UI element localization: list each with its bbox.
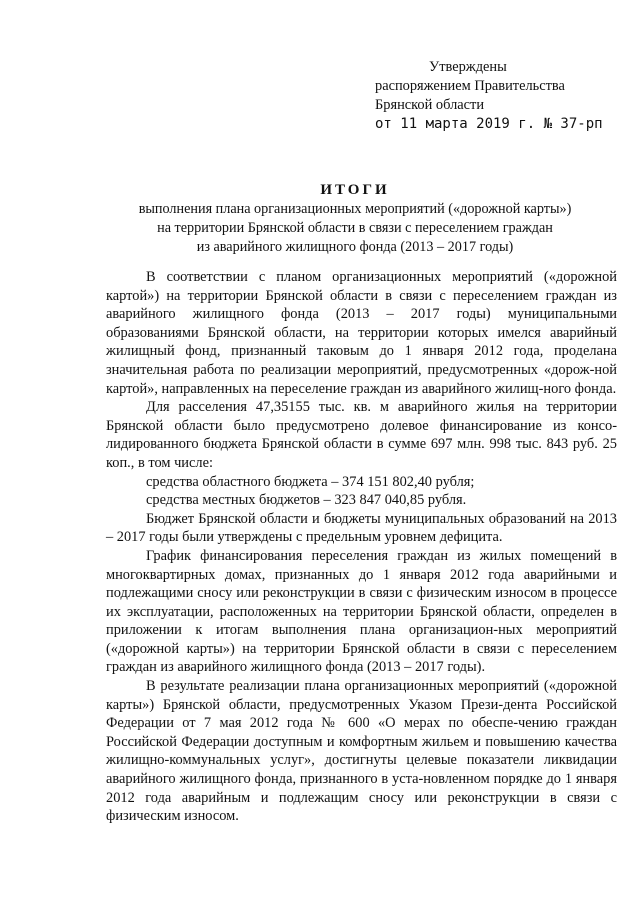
document-subtitle-line-2: на территории Брянской области в связи с переселением граждан — [157, 220, 553, 236]
document-title: ИТОГИ — [320, 182, 390, 198]
document-subtitle-line-3: из аварийного жилищного фонда (2013 – 2017 годы) — [196, 239, 514, 255]
list-item-regional-budget: средства областного бюджета – 374 151 802,40 рубля; — [146, 473, 475, 490]
document-body — [106, 268, 617, 826]
document-subtitle-line-1: выполнения плана организационных мероприятий («дорожной карты») — [138, 201, 572, 217]
paragraph-financing: Для расселения 47,35155 тыс. кв. м аварийного жилья на территории Брянской области было предусмотрено долевое финансирование из консо-лидированного бюджета Брянской области в сумме 697 млн. 998 тыс. 843 руб. 25 коп., в том числе: — [106, 399, 617, 471]
approval-line-region: Брянской области — [375, 97, 485, 113]
paragraph-plan-overview: В соответствии с планом организационных мероприятий («дорожной картой») на территории Брянской области в связи с переселением граждан из аварийного жилищного фонда (2013 – 2017 годы) муниципальными образованиями Брянской области, на территории которых имелся аварийный жилищный фонд, признанный таковым до 1 января 2012 года, проделана значительная работа по реализации мероприятий, предусмотренных «дорож-ной картой», направленных на переселение граждан из аварийного жилищ-ного фонда. — [106, 269, 617, 397]
paragraph-financing-schedule: График финансирования переселения граждан из жилых помещений в многоквартирных домах, признанных до 1 января 2012 года аварийными и подлежащими сносу или реконструкции в связи с физическим износом в процессе их эксплуатации, расположенных на территории Брянской области, определен в приложении к итогам выполнения плана организацион-ных мероприятий («дорожной карты») на территории Брянской области в связи с переселением граждан из аварийного жилищного фонда (2013 – 2017 годы). — [106, 547, 617, 676]
paragraph-budget-deficit: Бюджет Брянской области и бюджеты муниципальных образований на 2013 – 2017 годы были утверждены с предельным уровнем дефицита. — [106, 510, 617, 546]
document-title-block — [100, 180, 610, 257]
list-item-local-budgets: средства местных бюджетов – 323 847 040,85 рубля. — [146, 492, 467, 509]
approval-line-order: распоряжением Правительства — [375, 78, 565, 94]
approval-block — [375, 58, 625, 134]
paragraph-results: В результате реализации плана организационных мероприятий («дорожной карты») Брянской области, предусмотренных Указом Прези-дента Российской Федерации от 7 мая 2012 года № 600 «О мерах по обеспе-чению граждан Российской Федерации доступным и комфортным жильем и повышению качества жилищно-коммунальных услуг», достигнуты целевые показатели ликвидации аварийного жилищного фонда, признанного в уста-новленном порядке до 1 января 2012 года аварийным и подлежащим сносу или реконструкции в связи с физическим износом. — [106, 678, 617, 825]
approval-line-approved: Утверждены — [429, 59, 507, 75]
approval-date-number-stamp: от 11 марта 2019 г. № 37-рп — [375, 116, 603, 132]
